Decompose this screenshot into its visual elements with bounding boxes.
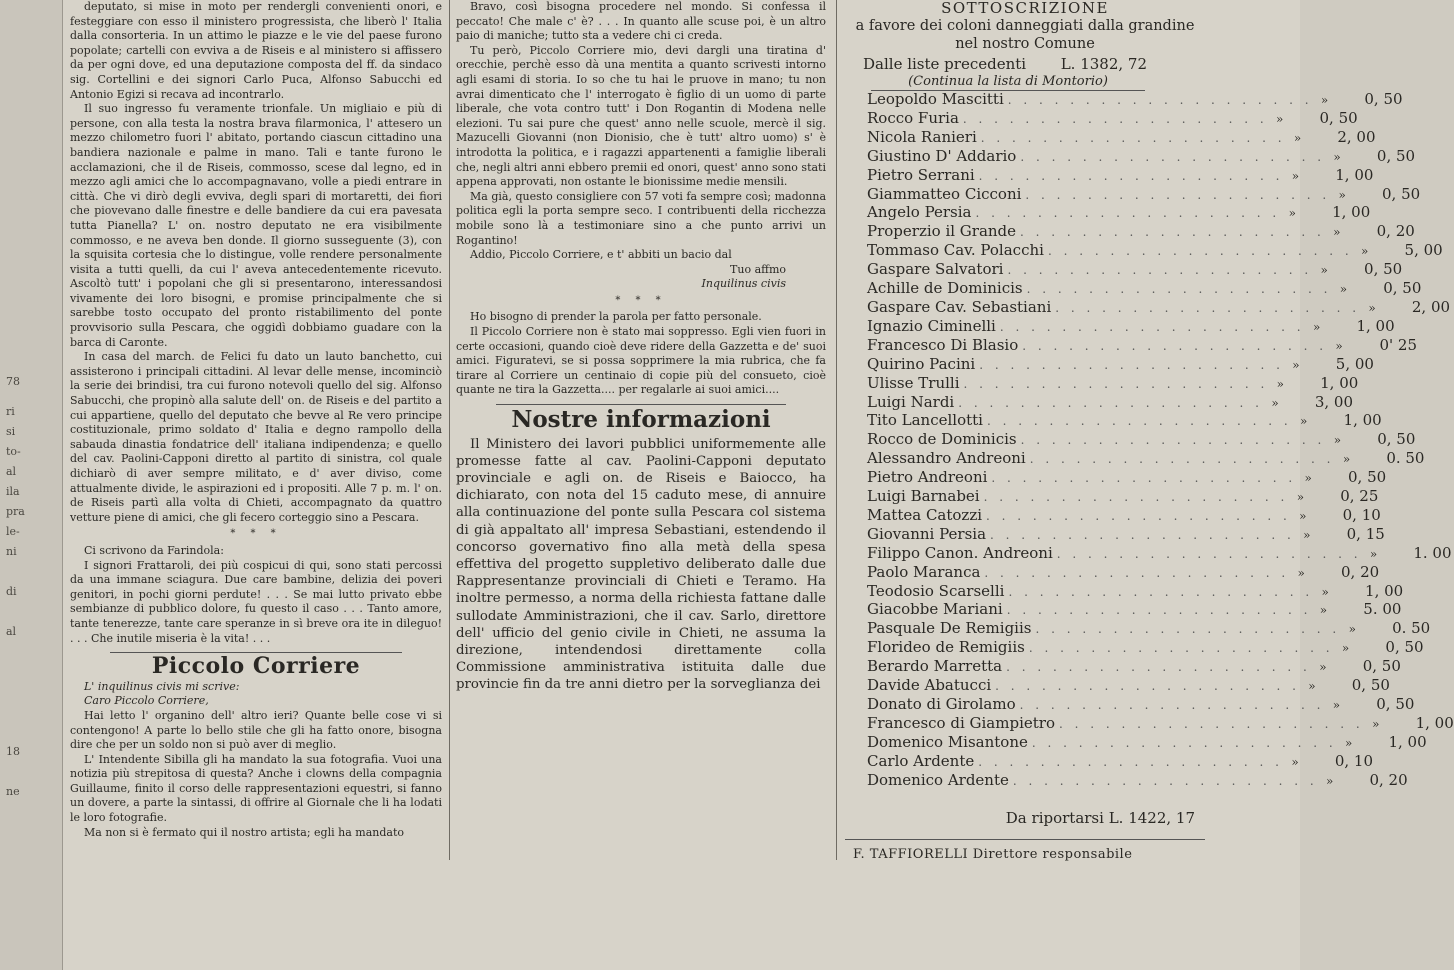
donor-name: Angelo Persia [867,203,972,222]
leader-dots: . . . . . . . . . . . . . . . . . . . . [1019,698,1325,712]
donor-amount: 1, 00 [1335,165,1374,184]
ditto-mark: » [1288,206,1296,221]
leader-dots: . . . . . . . . . . . . . . . . . . . . [995,679,1300,694]
ditto-mark: » [1333,433,1342,448]
donor-row [845,619,1431,639]
donor-name: Pietro Andreoni [867,468,988,487]
horizontal-rule [496,404,786,405]
article-paragraph: Ci scrivono da Farindola: [84,543,224,557]
ditto-mark: » [1333,225,1341,240]
donor-row [845,260,1403,280]
donor-amount: 0, 20 [1369,770,1408,789]
donor-row [845,695,1415,715]
donor-name: Giammatteo Cicconi [867,184,1022,203]
donor-name: Ulisse Trulli [867,373,960,392]
ditto-mark: » [1321,584,1329,599]
leader-dots: . . . . . . . . . . . . . . . . . . . . [986,508,1291,523]
ditto-mark: » [1297,565,1305,580]
edge-fragment: al [6,465,17,478]
leader-dots: . . . . . . . . . . . . . . . . . . . . [1006,603,1312,618]
leader-dots: . . . . . . . . . . . . . . . . . . . . [1035,622,1341,637]
leader-dots: . . . . . . . . . . . . . . . . . . . . [978,168,1284,183]
donor-row [845,127,1376,148]
leader-dots: . . . . . . . . . . . . . . . . . . . . [984,565,1290,580]
edge-fragment: di [6,585,17,598]
article-paragraph: Tu però, Piccolo Corriere mio, devi dargli una tiratina d' orecchie, perchè esso dà una mentita a quanto scrivesti intorno agli esami di storia. Io so che tu hai le pruove in mano; tu non avrai dimenticato che l' interrogato è figlio di un uomo di parte liberale, che vota contro tutt' i Don Rogantin di Modena nelle elezioni. Tu sai pure che quest' anno nelle scuole, mercè il sig. Mazucelli Giovanni (non Dionisio, che è tutt' altro uomo) s' è introdotta la politica, e i ragazzi appartenenti a famiglie liberali che, negli altri anni ebbero premii ed onori, quest' anno sono stati appena approvati, non ostante le bionissime medie mensili. [456,43,826,189]
ditto-mark: » [1320,93,1329,107]
donor-row [845,468,1387,488]
leader-dots: . . . . . . . . . . . . . . . . . . . . [1056,546,1362,561]
donor-row [845,108,1358,129]
leader-dots: . . . . . . . . . . . . . . . . . . . . [1028,641,1334,656]
leader-dots: . . . . . . . . . . . . . . . . . . . . [1025,187,1331,202]
letter-signature: Inquilinus civis [701,277,786,291]
edge-fragment: ila [6,485,20,498]
leader-dots: . . . . . . . . . . . . . . . . . . . . [1007,93,1313,107]
ditto-mark: » [1319,660,1327,675]
donor-name: Tito Lancellotti [867,411,983,430]
edge-fragment: si [6,425,16,438]
subscription-subtitle: a favore dei coloni danneggiati dalla grandine nel nostro Comune [855,18,1195,52]
donor-name: Luigi Nardi [867,392,955,411]
donor-row [845,354,1374,375]
donor-name: Carlo Ardente [867,751,975,770]
donor-amount: 0, 50 [1385,638,1424,657]
donor-name: Rocco Furia [867,108,959,127]
donor-row [845,146,1416,167]
ditto-mark: » [1303,527,1311,542]
donor-name: Giustino D' Addario [867,146,1017,165]
ditto-mark: » [1276,376,1284,391]
donor-name: Quirino Pacini [867,354,976,373]
leader-dots: . . . . . . . . . . . . . . . . . . . . [983,490,1289,505]
donor-list [845,90,1454,791]
donor-name: Francesco di Giampietro [867,713,1055,732]
article-paragraph: Ma già, questo consigliere con 57 voti fa sempre così; madonna politica egli la porta sempre seco. I contribuenti della ricchezza mobile sono là a testimoniare sino a che punto arrivi un Rogantino! [456,189,826,247]
leader-dots: . . . . . . . . . . . . . . . . . . . . [980,130,1286,145]
edge-fragment: ni [6,545,17,558]
leader-dots: . . . . . . . . . . . . . . . . . . . . [1031,735,1337,750]
donor-name: Florideo de Remigiis [867,638,1025,657]
donor-amount: 5, 00 [1404,241,1443,260]
ditto-mark: » [1341,641,1350,656]
carry-forward-total: Da riportarsi L. 1422, 17 [1005,808,1195,827]
donor-row [845,316,1395,337]
ditto-mark: » [1319,603,1328,618]
donor-amount: 0, 50 [1348,468,1387,487]
article-paragraph: Addio, Piccolo Corriere, e t' abbiti un bacio dal [470,248,732,262]
leader-dots: . . . . . . . . . . . . . . . . . . . . [1047,244,1353,259]
ditto-mark: » [1339,282,1348,297]
donor-name: Tommaso Cav. Polacchi [867,241,1044,260]
donor-amount: 5, 00 [1335,354,1374,373]
ditto-mark: » [1338,187,1346,202]
edge-fragment: ri [6,405,15,418]
donor-amount: 0, 50 [1383,279,1422,298]
donor-row [845,676,1390,696]
donor-amount: 0, 50 [1364,260,1403,279]
article-paragraph: Ma non si è fermato qui il nostro artista; egli ha mandato [84,825,404,839]
leader-dots: . . . . . . . . . . . . . . . . . . . . [1055,300,1361,315]
donor-amount: 1, 00 [1415,713,1454,732]
column-middle [456,0,826,694]
section-separator: * * * [615,294,667,306]
donor-name: Filippo Canon. Andreoni [867,543,1053,562]
section-heading: Piccolo Corriere [151,653,361,680]
list-continuation-note: (Continua la lista di Montorio) [871,74,1145,91]
ditto-mark: » [1291,754,1299,769]
donor-amount: 0, 50 [1382,184,1421,203]
donor-name: Domenico Ardente [867,770,1009,789]
ditto-mark: » [1292,357,1300,372]
leader-dots: . . . . . . . . . . . . . . . . . . . . [963,376,1269,391]
ditto-mark: » [1368,300,1376,315]
donor-name: Francesco Di Blasio [867,335,1019,354]
leader-dots: . . . . . . . . . . . . . . . . . . . . [979,357,1284,372]
leader-dots: . . . . . . . . . . . . . . . . . . . . [962,111,1268,126]
donor-amount: 0, 50 [1376,146,1416,165]
donor-row [845,184,1421,205]
edge-fragment: 78 [6,375,20,388]
donor-amount: 1, 00 [1356,316,1395,335]
donor-amount: 1. 00 [1413,543,1452,562]
donor-row [845,241,1443,261]
donor-name: Ignazio Ciminelli [867,316,996,335]
ditto-mark: » [1293,130,1302,145]
donor-amount: 0, 50 [1376,695,1415,713]
donor-name: Gaspare Cav. Sebastiani [867,297,1052,316]
donor-row [845,524,1385,545]
donor-name: Giovanni Persia [867,524,987,543]
editor-credit: F. TAFFIORELLI Direttore responsabile [845,839,1205,863]
article-paragraph: Il suo ingresso fu veramente trionfale. Un migliaio e più di persone, con alla testa la nostra brava filarmonica, l' attesero un mezzo chilometro fuori l' abitato, portando ciascun cittadino una bandiera nazionale e palme in mano. Tali e tante furono le acclamazioni, che il de Riseis, commosso, scese dal legno, ed in mezzo agli amici che lo accompagnavano, volle a piedi entrare in città. Che vi dirò degli evviva, degli spari di mortaretti, dei fiori che piovevano dalle finestre e delle bandiere da cui era pavesata tutta Pianella? L' on. nostro deputato ne era visibilmente commosso, e ne aveva ben donde. Il giorno susseguente (3), con la squisita cortesia che lo distingue, volle rendere personalmente visita a tutti quelli, da cui l' aveva antecedentemente ricevuto. Ascoltò tutt' i popolani che gli si presentarono, interessandosi vivamente dei loro bisogni, e promise principalmente che si sarebbe tosto occupato del pronto ristabilimento del ponte provvisorio sulla Pescara, che oggidì dobbiamo guadare con la barca di Caronte. [70,102,442,349]
edge-fragment: pra [6,505,25,518]
leader-dots: . . . . . . . . . . . . . . . . . . . . [986,414,1292,429]
leader-dots: . . . . . . . . . . . . . . . . . . . . [1020,149,1326,164]
donor-amount: 0, 50 [1377,430,1416,449]
article-paragraph: Ho bisogno di prender la parola per fatto personale. [470,310,762,324]
article-paragraph: deputato, si mise in moto per rendergli convenienti onori, e festeggiare con esso il ministero progressista, che liberò l' Italia dalla consorteria. In un attimo le piazze e le vie del paese furono popolate; cartelli con evviva a de Riseis e al ministero si affissero da per ogni dove, ed una deputazione composta del ff. da sindaco sig. Cortellini e dei signori Carlo Puca, Alfonso Sabucchi ed Antonio Egizi si recava ad incontrarlo. [70,0,442,101]
donor-name: Mattea Catozzi [867,505,983,524]
column-rule [836,0,837,860]
subscription-title: SOTTOSCRIZIONE [941,0,1109,17]
column-right [845,0,1454,863]
donor-row [845,392,1353,413]
donor-row [845,657,1401,677]
ditto-mark: » [1299,508,1307,523]
leader-dots: . . . . . . . . . . . . . . . . . . . . [1026,282,1332,297]
donor-name: Pasquale De Remigiis [867,619,1032,638]
donor-amount: 0. 50 [1392,619,1431,638]
donor-amount: 0, 25 [1340,487,1379,506]
donor-name: Rocco de Dominicis [867,430,1017,449]
leader-dots: . . . . . . . . . . . . . . . . . . . . [990,527,1295,542]
donor-amount: 1, 00 [1343,411,1382,430]
donor-name: Davide Abatucci [867,676,992,695]
ditto-mark: » [1308,679,1316,694]
donor-amount: 2, 00 [1411,297,1451,316]
ditto-mark: » [1335,338,1343,353]
donor-amount: 0, 50 [1319,108,1358,127]
article-paragraph: L' Intendente Sibilla gli ha mandato la sua fotografia. Vuoi una notizia più strepitosa di questa? Anche i clowns della compagnia Guillaume, finito il corso delle rappresentazioni equestri, si fanno un dovere, a parte la sintassi, di offrire al Giornale che li ha lodati le loro fotografie. [70,752,442,825]
donor-amount: 0' 25 [1379,335,1418,354]
donor-name: Donato di Girolamo [867,695,1016,713]
donor-row [845,562,1380,583]
previous-page-edge [0,0,63,970]
article-paragraph: Bravo, così bisogna procedere nel mondo. Si confessa il peccato! Che male c' è? . . . In quanto alle scuse poi, è un altro paio di maniche; tutto sta a vedere chi ci creda. [456,0,826,43]
leader-dots: . . . . . . . . . . . . . . . . . . . . [978,754,1283,769]
donor-row [845,411,1382,431]
donor-row [845,449,1425,469]
ditto-mark: » [1325,773,1334,788]
donor-row [845,713,1454,734]
article-paragraph: L' inquilinus civis mi scrive: [84,679,240,693]
donor-row [845,165,1374,186]
ditto-mark: » [1333,149,1341,164]
previous-total-label: Dalle liste precedenti [863,55,1027,73]
leader-dots: . . . . . . . . . . . . . . . . . . . . [1007,263,1313,278]
donor-name: Gaspare Salvatori [867,260,1004,279]
letter-closing: Tuo affmo [730,262,786,276]
ditto-mark: » [1300,414,1308,429]
donor-row [845,335,1418,356]
ditto-mark: » [1291,168,1300,183]
donor-amount: 5. 00 [1363,600,1402,619]
donor-name: Nicola Ranieri [867,127,977,146]
donor-name: Leopoldo Mascitti [867,90,1004,108]
donor-row [845,581,1404,602]
column-left [70,0,442,840]
leader-dots: . . . . . . . . . . . . . . . . . . . . [1020,225,1325,240]
donor-row [845,90,1403,110]
donor-amount: 1, 00 [1388,732,1427,751]
donor-row [845,505,1381,526]
article-paragraph: I signori Frattaroli, dei più cospicui di qui, sono stati percossi da una immane sciagura. Due care bambine, delizia dei poveri genitori, in pochi giorni perdute! . . . Se mai lutto privato ebbe sembianze di pubblico dolore, fu questo il caso . . . Tanto amore, tante tenerezze, tante care speranze in sì breve ora ite in dileguo! . . . Che inutile miseria è la vita! . . . [70,558,442,645]
edge-fragment: 18 [6,745,20,758]
donor-name: Domenico Misantone [867,732,1028,751]
ditto-mark: » [1296,490,1305,505]
letter-salutation: Caro Piccolo Corriere, [84,694,209,708]
donor-amount: 1, 00 [1332,203,1371,222]
donor-row [845,203,1371,223]
donor-name: Luigi Barnabei [867,487,980,506]
ditto-mark: » [1271,395,1279,410]
edge-fragment: ne [6,785,20,798]
leader-dots: . . . . . . . . . . . . . . . . . . . . [1008,584,1314,599]
donor-amount: 1, 00 [1365,581,1404,600]
article-paragraph: Il Ministero dei lavori pubblici uniformemente alle promesse fatte al cav. Paolini-Capponi deputato provinciale e agli on. de Riseis e Baiocco, ha dichiarato, con nota del 15 caduto mese, di annuire alla continuazione del ponte sulla Pescara col sistema di già appaltato all' impresa Sebastiani, estendendo il concorso governativo fino alla metà della spesa effettiva del progetto suppletivo deliberato dalle due Rappresentanze provinciali di Chieti e Teramo. Ha inoltre permesso, a norma della richiesta fattane dalle sullodate Amministrazioni, che il cav. Sarlo, direttore dell' ufficio del genio civile in Chieti, ne assuma la direzione, intendendosi direttamente colla Commissione amministrativa istituita dalle due provincie fin da tre anni dietro per la sorveglianza dei [456,436,826,693]
donor-amount: 0, 50 [1351,676,1390,695]
article-paragraph: Il Piccolo Corriere non è stato mai soppresso. Egli vien fuori in certe occasioni, quando cioè deve ridere della Gazzetta e de' suoi amici. Figuratevi, se si possa sopprimere la mia rubrica, che fa tirare al Corriere un centinaio di copie più del consueto, cioè quante ne tira la Gazzetta.... per regalarle ai suoi amici.... [456,325,826,397]
donor-name: Pietro Serrani [867,165,975,184]
donor-row [845,543,1452,564]
donor-amount: 2, 00 [1337,127,1376,146]
donor-amount: 0, 10 [1334,751,1373,770]
donor-name: Berardo Marretta [867,657,1003,676]
leader-dots: . . . . . . . . . . . . . . . . . . . . [1006,660,1311,675]
leader-dots: . . . . . . . . . . . . . . . . . . . . [991,471,1297,486]
ditto-mark: » [1344,735,1353,750]
donor-amount: 1, 00 [1320,373,1359,392]
donor-row [845,373,1359,394]
previous-total-amount: L. 1382, 72 [1060,55,1147,73]
leader-dots: . . . . . . . . . . . . . . . . . . . . [975,206,1281,221]
edge-fragment: to- [6,445,21,458]
donor-amount: 0. 50 [1386,449,1425,468]
donor-row [845,487,1379,507]
ditto-mark: » [1348,622,1356,637]
donor-name: Giacobbe Mariani [867,600,1003,619]
ditto-mark: » [1369,546,1378,561]
donor-amount: 3, 00 [1314,392,1353,411]
section-heading: Nostre informazioni [511,406,771,434]
leader-dots: . . . . . . . . . . . . . . . . . . . . [1058,716,1364,731]
ditto-mark: » [1342,452,1351,467]
donor-row [845,600,1402,620]
donor-row [845,222,1415,242]
ditto-mark: » [1304,471,1312,486]
donor-row [845,279,1422,299]
leader-dots: . . . . . . . . . . . . . . . . . . . . [1012,773,1318,788]
edge-fragment: al [6,625,17,638]
donor-row [845,638,1424,658]
ditto-mark: » [1361,244,1369,259]
edge-fragment: le- [6,525,20,538]
donor-amount: 0, 50 [1364,90,1403,108]
donor-amount: 0, 20 [1341,562,1380,581]
ditto-mark: » [1372,716,1380,731]
donor-amount: 0, 10 [1342,505,1381,524]
donor-name: Teodosio Scarselli [867,581,1005,600]
column-rule [449,0,450,860]
previous-total-row [845,53,1205,74]
leader-dots: . . . . . . . . . . . . . . . . . . . . [999,319,1305,334]
donor-amount: 0, 15 [1346,524,1385,543]
leader-dots: . . . . . . . . . . . . . . . . . . . . [1022,338,1328,353]
article-paragraph: Hai letto l' organino dell' altro ieri? Quante belle cose vi si contengono! A parte lo bello stile che gli ha fatto onore, bisogna dire che per un soldo non si può aver di meglio. [70,708,442,752]
section-separator: * * * [230,528,282,540]
ditto-mark: » [1312,319,1321,334]
ditto-mark: » [1332,698,1341,712]
leader-dots: . . . . . . . . . . . . . . . . . . . . [958,395,1263,410]
donor-row [845,297,1451,318]
article-paragraph: In casa del march. de Felici fu dato un lauto banchetto, cui assisterono i principali cittadini. Al levar delle mense, incominciò la serie dei brindisi, tra cui furono notevoli quello del sig. Alfonso Sabucchi, che propinò alla salute dell' on. de Riseis e del partito a cui appartiene, quello del deputato che bevve al Re vero principe costituzionale, primo soldato d' Italia e degno rampollo della sabauda dinastia fondatrice dell' italiana indipendenza; e quello del cav. Paolini-Capponi diretto al partito di sinistra, col quale dichiarò di aver sempre militato, e d' aver diviso, come attualmente divide, le aspirazioni ed i propositi. Alle 7 p. m. l' on. de Riseis partì alla volta di Chieti, accompagnato da quattro vetture piene di amici, che gli fecero corteggio sino a Pescara. [70,350,442,524]
donor-name: Achille de Dominicis [867,279,1023,298]
donor-row [845,770,1408,791]
leader-dots: . . . . . . . . . . . . . . . . . . . . [1029,452,1335,467]
donor-amount: 0, 50 [1362,657,1401,676]
donor-row [845,751,1373,772]
ditto-mark: » [1276,111,1284,126]
donor-name: Paolo Maranca [867,562,981,581]
donor-row [845,430,1416,450]
donor-row [845,732,1427,753]
donor-amount: 0, 20 [1376,222,1415,241]
article-body [456,436,826,694]
ditto-mark: » [1320,263,1328,278]
leader-dots: . . . . . . . . . . . . . . . . . . . . [1020,433,1326,448]
donor-name: Alessandro Andreoni [867,449,1026,468]
donor-name: Properzio il Grande [867,222,1017,241]
